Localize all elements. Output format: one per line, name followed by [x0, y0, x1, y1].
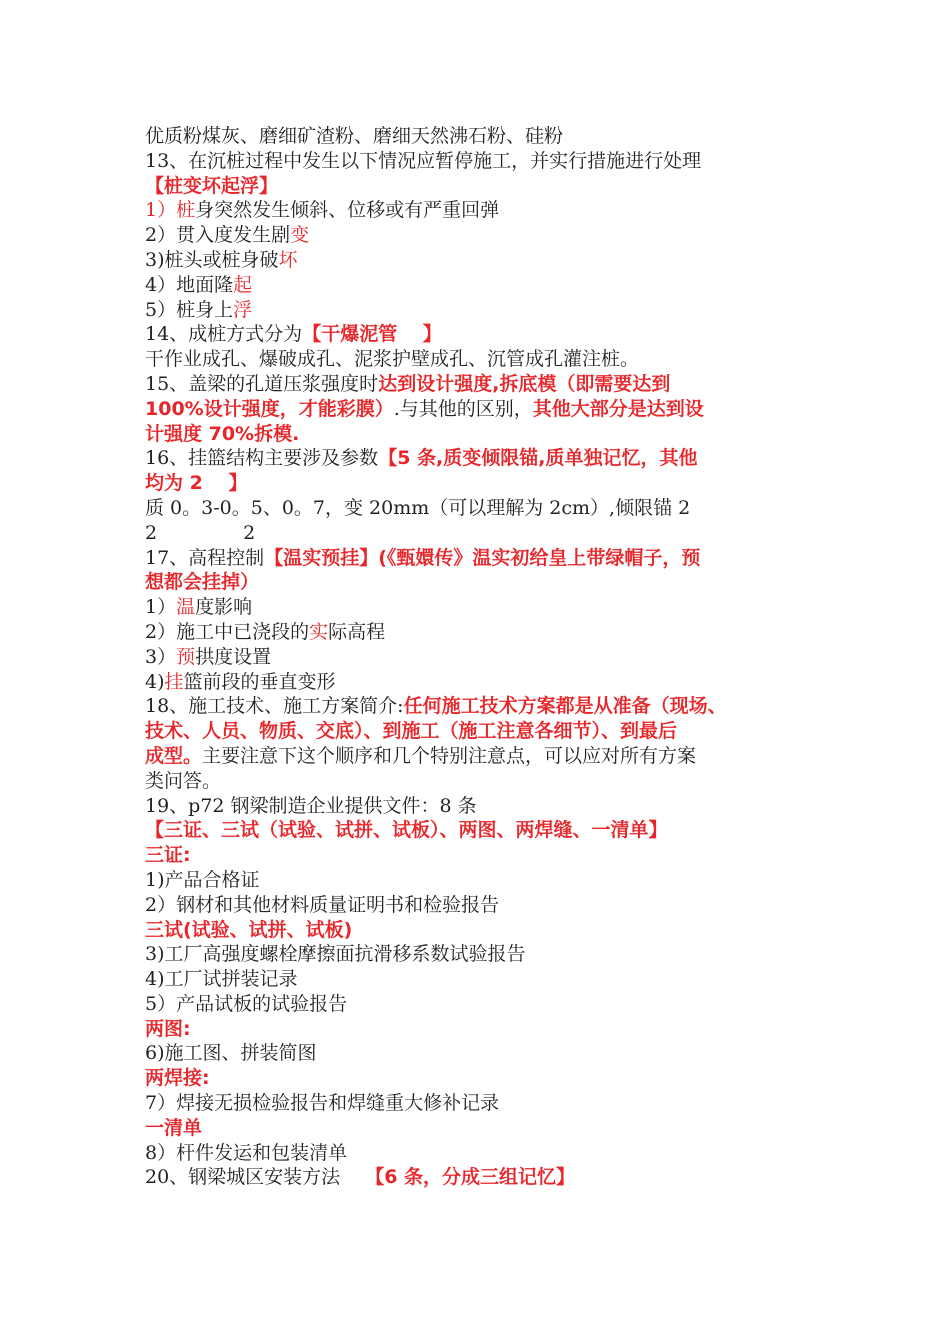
list-item: 1）温度影响: [145, 596, 253, 619]
section-heading: 一清单: [145, 1116, 203, 1139]
list-item: 2）施工中已浇段的实际高程: [145, 620, 386, 643]
list-item: 4）地面隆起: [145, 273, 253, 296]
question-18: 18、施工技术、施工方案简介:任何施工技术方案都是从准备（现场、: [145, 695, 727, 718]
list-item: 3）预拱度设置: [145, 645, 272, 668]
list-item: 5）产品试板的试验报告: [145, 992, 348, 1015]
text-line: 优质粉煤灰、磨细矿渣粉、磨细天然沸石粉、硅粉: [145, 125, 564, 147]
question-19: 19、p72 钢梁制造企业提供文件：8 条: [145, 794, 477, 817]
section-heading: 两图:: [145, 1017, 191, 1040]
text-line: 质 0。3-0。5、0。7，变 20mm（可以理解为 2cm）,倾限锚 2: [145, 496, 691, 519]
text-line: 类问答。: [145, 769, 222, 792]
list-item: 5）桩身上浮: [145, 298, 253, 321]
list-item: 6)施工图、拼装简图: [145, 1042, 317, 1065]
question-15: 15、盖梁的孔道压浆强度时达到设计强度,拆底模（即需要达到: [145, 372, 671, 395]
text-line: 计强度 70%拆模.: [145, 422, 300, 445]
list-item: 1）桩身突然发生倾斜、位移或有严重回弹: [145, 199, 500, 222]
section-heading: 两焊接:: [145, 1067, 210, 1090]
question-13: 13、在沉桩过程中发生以下情况应暂停施工，并实行措施进行处理: [145, 149, 702, 172]
text-line: 技术、人员、物质、交底）、到施工（施工注意各细节）、到最后: [145, 720, 678, 743]
list-item: 2）钢材和其他材料质量证明书和检验报告: [145, 893, 500, 916]
text-line: 均为 2 】: [145, 472, 248, 495]
text-line: 想都会挂掉）: [145, 571, 260, 594]
mnemonic-13: 【桩变坏起浮】: [145, 174, 279, 197]
list-item: 7）焊接无损检验报告和焊缝重大修补记录: [145, 1092, 500, 1115]
list-item: 4)工厂试拼装记录: [145, 968, 298, 991]
text-line: 干作业成孔、爆破成孔、泥浆护壁成孔、沉管成孔灌注桩。: [145, 348, 640, 371]
text-line: 2 2: [145, 521, 256, 544]
text-line: 100%设计强度，才能彩膜）.与其他的区别，其他大部分是达到设: [145, 397, 704, 420]
list-item: 1)产品合格证: [145, 868, 260, 891]
question-20: 20、钢梁城区安装方法 【6 条，分成三组记忆】: [145, 1166, 576, 1189]
text-line: 成型。主要注意下这个顺序和几个特别注意点，可以应对所有方案: [145, 744, 697, 767]
document-page: [145, 124, 835, 1190]
list-item: 4)挂篮前段的垂直变形: [145, 670, 336, 693]
question-14: 14、成桩方式分为【干爆泥管 】: [145, 323, 442, 346]
list-item: 3)工厂高强度螺栓摩擦面抗滑移系数试验报告: [145, 943, 526, 966]
list-item: 2）贯入度发生剧变: [145, 224, 310, 247]
list-item: 3)桩头或桩身破坏: [145, 248, 298, 271]
mnemonic-19: 【三证、三试（试验、试拼、试板）、两图、两焊缝、一清单】: [145, 819, 668, 842]
list-item: 8）杆件发运和包装清单: [145, 1141, 348, 1164]
question-17: 17、高程控制【温实预挂】(《甄嬛传》温实初给皇上带绿帽子，预: [145, 546, 701, 569]
question-16: 16、挂篮结构主要涉及参数【5 条,质变倾限锚,质单独记忆，其他: [145, 447, 698, 470]
section-heading: 三证:: [145, 844, 191, 867]
section-heading: 三试(试验、试拼、试板): [145, 918, 353, 941]
